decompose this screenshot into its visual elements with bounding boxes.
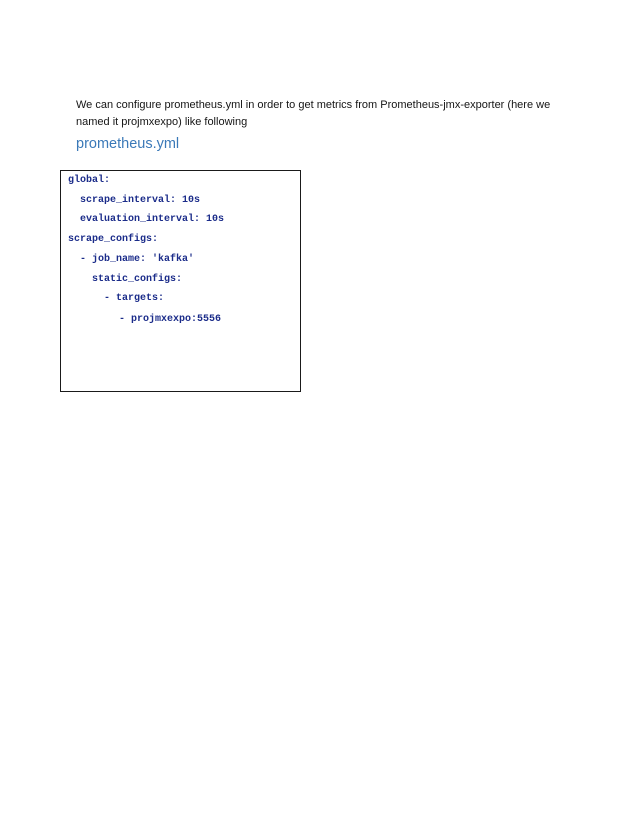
code-line: evaluation_interval: 10s — [80, 214, 225, 225]
intro-paragraph — [76, 97, 566, 131]
intro-line-1: We can configure prometheus.yml in order to get metrics from Prometheus-jmx-exporter (here we — [76, 99, 551, 111]
code-line: scrape_configs: — [68, 234, 159, 245]
code-line: - targets: — [104, 293, 165, 304]
code-line: scrape_interval: 10s — [80, 195, 201, 206]
code-line: - projmxexpo:5556 — [119, 314, 222, 325]
code-line: global: — [68, 175, 111, 186]
code-block — [60, 170, 301, 392]
intro-line-2: named it projmxexpo) like following — [76, 116, 248, 128]
code-line: - job_name: 'kafka' — [80, 254, 195, 265]
section-heading: prometheus.yml — [76, 136, 180, 152]
code-line: static_configs: — [92, 274, 183, 285]
